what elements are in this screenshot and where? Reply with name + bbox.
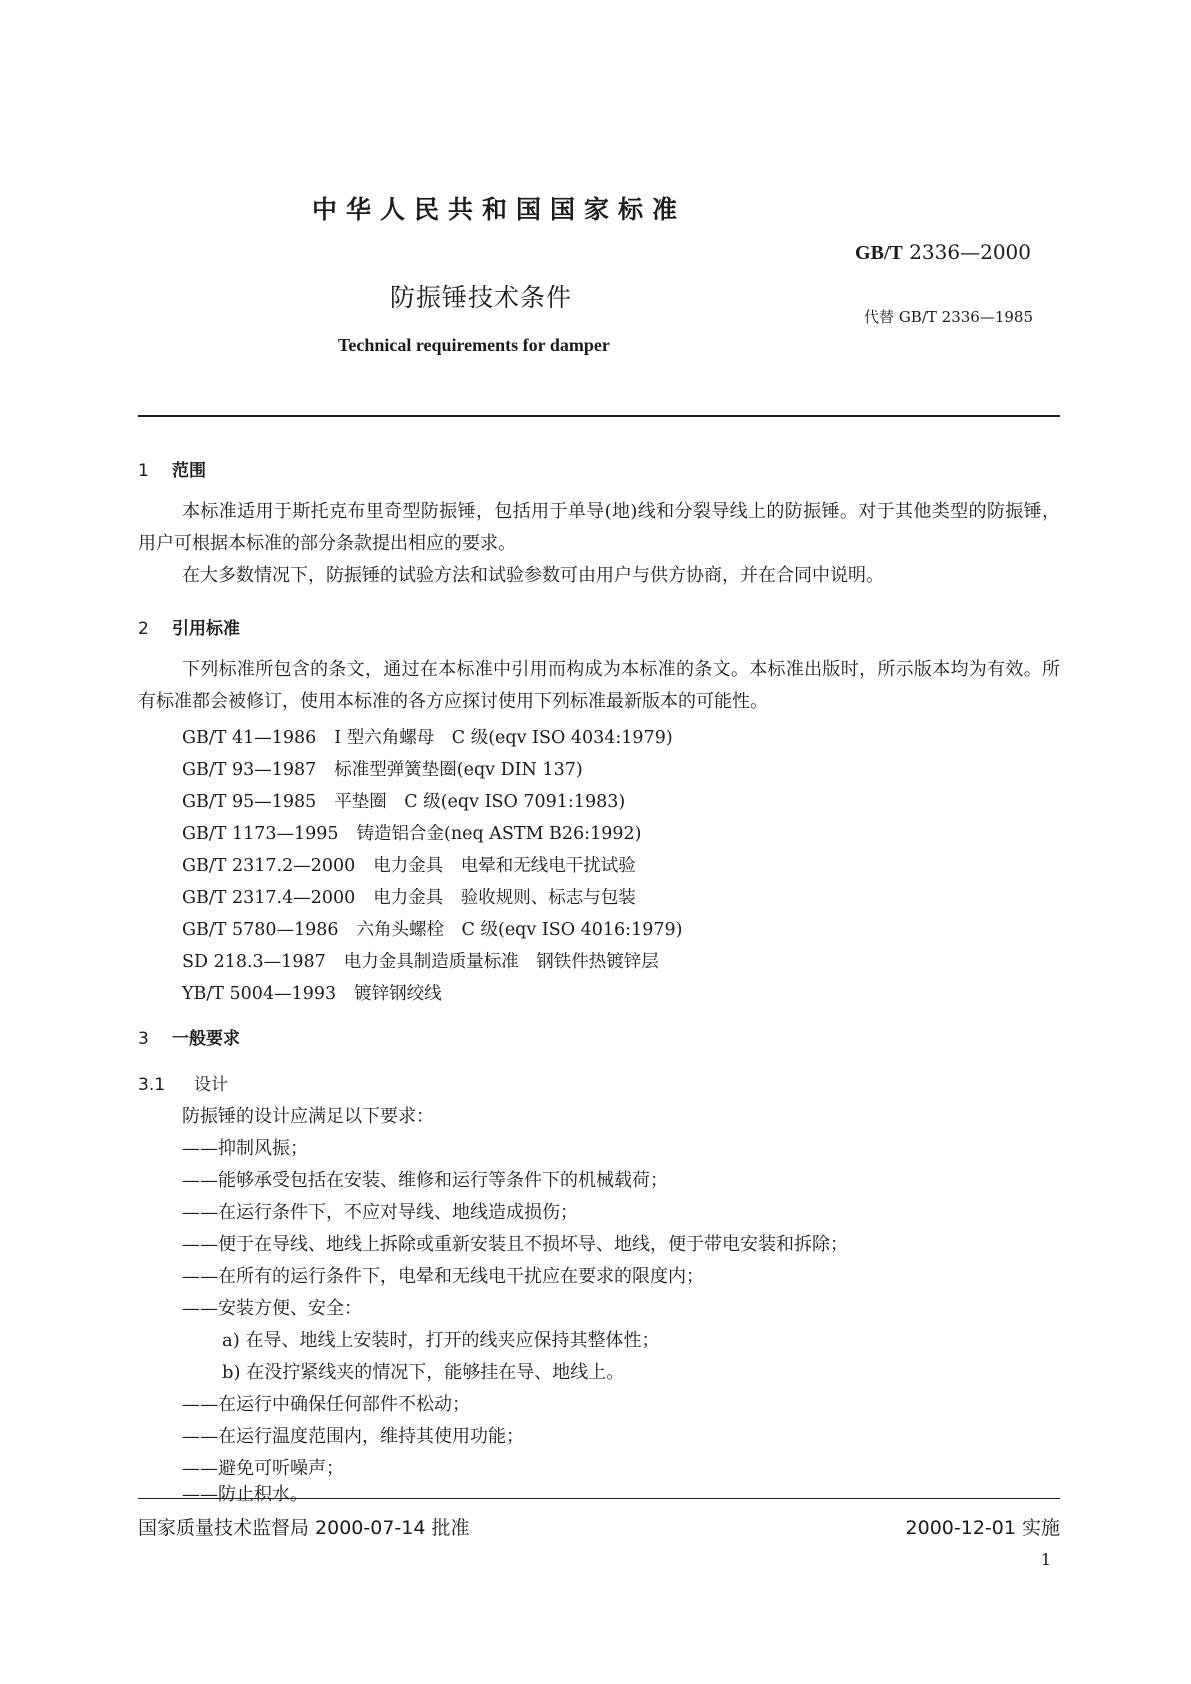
requirement-item: ——抑制风振；: [182, 1138, 308, 1159]
requirement-subitem: b) 在没拧紧线夹的情况下，能够挂在导、地线上。: [222, 1362, 625, 1383]
requirement-subitem: a) 在导、地线上安装时，打开的线夹应保持其整体性；: [222, 1330, 660, 1351]
reference-code: GB/T 2317.2—2000: [182, 856, 356, 876]
reference-item: [182, 884, 636, 909]
reference-code: GB/T 93—1987: [182, 760, 317, 780]
reference-item: [182, 724, 673, 749]
requirement-item: ——防止积水。: [182, 1484, 308, 1505]
reference-code: GB/T 2317.4—2000: [182, 888, 356, 908]
replaces-standard: 代替 GB/T 2336—1985: [864, 308, 1033, 326]
reference-title: I 型六角螺母 C 级(eqv ISO 4034:1979): [334, 728, 673, 748]
reference-code: GB/T 1173—1995: [182, 824, 339, 844]
section-1-paragraph-2: 在大多数情况下，防振锤的试验方法和试验参数可由用户与供方协商，并在合同中说明。: [182, 565, 884, 586]
reference-title: 镀锌钢绞线: [354, 984, 442, 1004]
standard-prefix: GB/T: [855, 242, 903, 264]
header-divider: [138, 415, 1060, 417]
section-2-number: 2: [138, 619, 149, 639]
reference-item: [182, 788, 625, 813]
reference-code: YB/T 5004—1993: [182, 984, 337, 1004]
approval-date: 国家质量技术监督局 2000-07-14 批准: [138, 1517, 470, 1539]
section-3-heading: [138, 1024, 240, 1049]
reference-item: [182, 916, 682, 941]
requirement-item: ——安装方便、安全：: [182, 1298, 362, 1319]
footer-divider: [138, 1498, 1060, 1499]
section-2-title: 引用标准: [172, 619, 240, 639]
standard-code: 2336—2000: [909, 240, 1031, 264]
section-3-1-number: 3.1: [138, 1075, 166, 1095]
section-1-paragraph-1: 本标准适用于斯托克布里奇型防振锤，包括用于单导(地)线和分裂导线上的防振锤。对于其他类型的防振锤，用户可根据本标准的部分条款提出相应的要求。: [138, 501, 1060, 554]
english-title: Technical requirements for damper: [338, 335, 610, 355]
reference-item: [182, 756, 583, 781]
section-1-title: 范围: [172, 461, 206, 481]
reference-title: 电力金具制造质量标准 钢铁件热镀锌层: [343, 952, 659, 972]
reference-item: [182, 820, 641, 845]
design-intro: 防振锤的设计应满足以下要求：: [182, 1106, 434, 1127]
page-number: 1: [1040, 1550, 1051, 1569]
reference-title: 电力金具 验收规则、标志与包装: [373, 888, 636, 908]
reference-title: 平垫圈 C 级(eqv ISO 7091:1983): [334, 792, 626, 812]
document-title: 防振锤技术条件: [390, 283, 573, 312]
section-3-1-title: 设计: [194, 1075, 228, 1095]
reference-title: 电力金具 电晕和无线电干扰试验: [373, 856, 636, 876]
national-standard-title: 中华人民共和国国家标准: [312, 195, 687, 224]
effective-date: 2000-12-01 实施: [905, 1517, 1060, 1539]
reference-title: 标准型弹簧垫圈(eqv DIN 137): [334, 760, 583, 780]
section-3-number: 3: [138, 1029, 149, 1049]
section-2-heading: [138, 614, 240, 639]
reference-item: [182, 980, 442, 1005]
requirement-item: ——在运行中确保任何部件不松动；: [182, 1394, 470, 1415]
reference-code: GB/T 5780—1986: [182, 920, 339, 940]
requirement-item: ——能够承受包括在安装、维修和运行等条件下的机械载荷；: [182, 1170, 668, 1191]
reference-code: SD 218.3—1987: [182, 952, 326, 972]
section-1-heading: [138, 456, 206, 481]
reference-code: GB/T 41—1986: [182, 728, 317, 748]
requirement-item: ——在所有的运行条件下，电晕和无线电干扰应在要求的限度内；: [182, 1266, 704, 1287]
section-2-paragraph-1: 下列标准所包含的条文，通过在本标准中引用而构成为本标准的条文。本标准出版时，所示版本均为有效。所有标准都会被修订，使用本标准的各方应探讨使用下列标准最新版本的可能性。: [138, 659, 1060, 712]
reference-title: 六角头螺栓 C 级(eqv ISO 4016:1979): [356, 920, 683, 940]
standard-number: [855, 240, 1031, 265]
reference-code: GB/T 95—1985: [182, 792, 317, 812]
requirement-item: ——在运行温度范围内，维持其使用功能；: [182, 1426, 524, 1447]
requirement-item: ——在运行条件下，不应对导线、地线造成损伤；: [182, 1202, 578, 1223]
reference-item: [182, 948, 659, 973]
requirement-item: ——避免可听噪声；: [182, 1458, 344, 1479]
section-1-number: 1: [138, 461, 149, 481]
reference-title: 铸造铝合金(neq ASTM B26:1992): [356, 824, 642, 844]
section-3-1-heading: [138, 1070, 228, 1095]
section-3-title: 一般要求: [172, 1029, 240, 1049]
reference-item: [182, 852, 636, 877]
requirement-item: ——便于在导线、地线上拆除或重新安装且不损坏导、地线，便于带电安装和拆除；: [182, 1234, 848, 1255]
